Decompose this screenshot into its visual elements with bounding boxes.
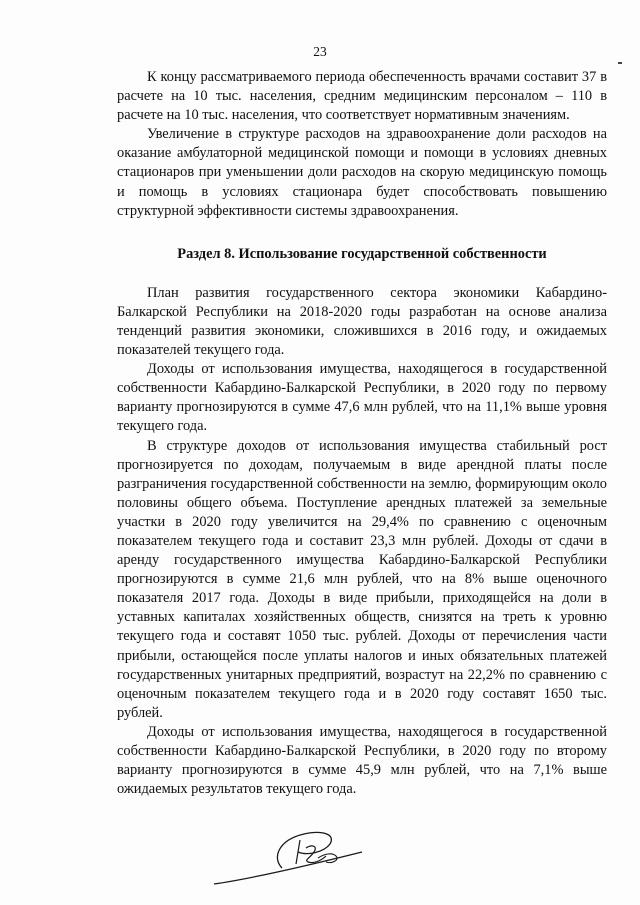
paragraph-expenditure-structure: Увеличение в структуре расходов на здравоохранение доли расходов на оказание амбулаторной медицинской помощи и помощи в условиях дневных стационаров при уменьшении доли расходов на скорую медицинскую помощь и помощь в условиях стационара будет способствовать повышению структурной эффективности системы здравоохранения. bbox=[117, 126, 607, 219]
page-number: 23 bbox=[313, 44, 327, 59]
paragraph-income-variant-2: Доходы от использования имущества, находящегося в государственной собственности Кабардино-Балкарской Республики, в 2020 году по второму варианту прогнозируются в сумме 45,9 млн рублей, что на 7,1% выше ожидаемых результатов текущего года. bbox=[117, 723, 607, 798]
section-title: Раздел 8. Использование государственной собственности bbox=[177, 245, 547, 262]
paragraph-development-plan: План развития государственного сектора экономики Кабардино-Балкарской Республики на 2018-2020 годы разработан на основе анализа тенденций развития экономики, сложившихся в 2016 году, и ожидаемых показателей текущего года. bbox=[117, 284, 607, 359]
document-body bbox=[117, 68, 607, 799]
paragraph-staffing: К концу рассматриваемого периода обеспеченность врачами составит 37 в расчете на 10 тыс. населения, средним медицинским персоналом – 110 в расчете на 10 тыс. населения, что соответствует нормативным значениям. bbox=[117, 69, 607, 124]
handwritten-signature bbox=[212, 822, 372, 892]
paragraph-income-variant-1: Доходы от использования имущества, находящегося в государственной собственности Кабардино-Балкарской Республики, в 2020 году по первому варианту прогнозируются в сумме 47,6 млн рублей, что на 11,1% выше уровня текущего года. bbox=[117, 361, 607, 435]
scan-edge-mark bbox=[618, 62, 622, 64]
paragraph-income-structure: В структуре доходов от использования имущества стабильный рост прогнозируется по доходам, получаемым в виде арендной платы после разграничения государственной собственности на землю, формирующим около половины общего объема. Поступление арендных платежей за земельные участки в 2020 году увеличится на 29,4% по сравнению с оценочным показателем текущего года и составит 23,3 млн рублей. Доходы от сдачи в аренду государственного имущества Кабардино-Балкарской Республики прогнозируются в сумме 21,6 млн рублей, что на 8% выше оценочного показателя 2017 года. Доходы в виде прибыли, приходящейся на доли в уставных капиталах хозяйственных обществ, снизятся на треть к уровню текущего года и составят 1050 тыс. рублей. Доходы от перечисления части прибыли, остающейся после уплаты налогов и иных обязательных платежей государственных унитарных предприятий, возрастут на 22,2% по сравнению с оценочным показателем текущего года и в 2020 году составят 1650 тыс. рублей. bbox=[117, 437, 607, 721]
